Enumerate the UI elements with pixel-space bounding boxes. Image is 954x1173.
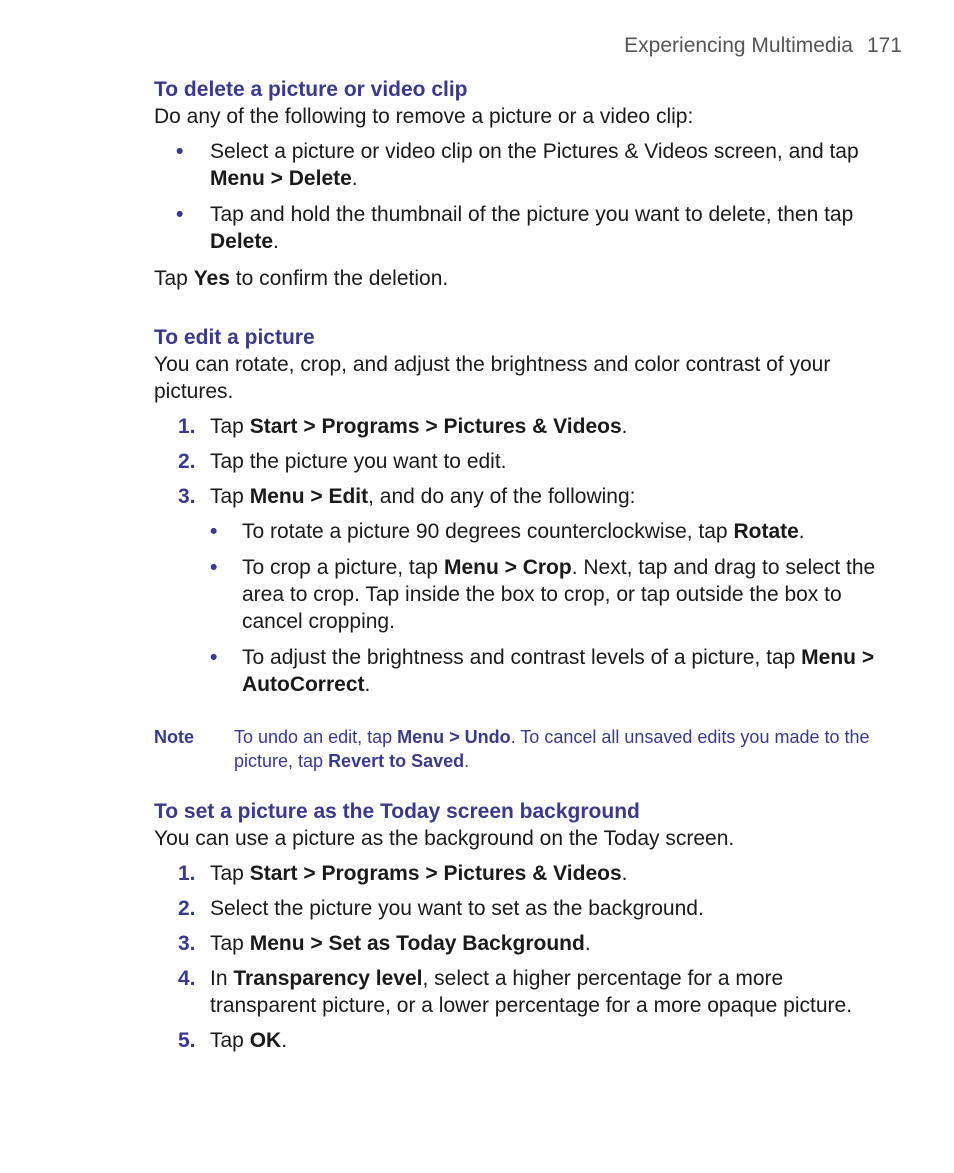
bullet-icon: • [210,556,218,579]
bullet-icon: • [176,140,184,163]
list-item: 2. Tap the picture you want to edit. [178,450,507,473]
sub-list [210,518,884,698]
bullet-list [154,138,884,255]
list-item: • To crop a picture, tap Menu > Crop. Next, tap and drag to select the area to crop. Tap inside the box to crop, or tap outside the box to cancel cropping. [210,556,876,633]
list-item: • To adjust the brightness and contrast levels of a picture, tap Menu > AutoCorrect. [210,646,875,696]
section-intro: You can use a picture as the background on the Today screen. [154,827,735,850]
list-item: 1. Tap Start > Programs > Pictures & Videos. [178,862,628,885]
page-header [624,34,902,58]
list-item: 1. Tap Start > Programs > Pictures & Videos. [178,415,628,438]
page-number: 171 [866,34,902,57]
section-edit [154,324,884,707]
chapter-title: Experiencing Multimedia [624,34,853,57]
list-item: • Select a picture or video clip on the Pictures & Videos screen, and tap Menu > Delete. [176,140,859,190]
section-heading: To edit a picture [154,326,315,349]
note: Note To undo an edit, tap Menu > Undo. To cancel all unsaved edits you made to the picture, tap Revert to Saved. [154,727,870,771]
list-item: 3. Tap Menu > Edit, and do any of the following: • To rotate a picture 90 degrees counterclockwise, tap Rotate. • To crop a picture, tap Menu > Crop. Next, tap and drag to select the area to crop. Tap inside the box to crop, or tap outside the box to cancel cropping. • To adjust the brightness and contrast levels of a picture, tap Menu > AutoCorrect. [154,483,884,698]
steps-list [154,413,884,698]
bullet-icon: • [210,520,218,543]
bullet-icon: • [176,203,184,226]
bullet-icon: • [210,646,218,669]
section-intro: You can rotate, crop, and adjust the brightness and color contrast of your pictures. [154,353,831,403]
note-box [154,725,884,773]
list-item: • Tap and hold the thumbnail of the picture you want to delete, then tap Delete. [176,203,854,253]
list-item: 2. Select the picture you want to set as the background. [178,897,704,920]
section-intro: Do any of the following to remove a picture or a video clip: [154,105,694,128]
list-item: 4. In Transparency level, select a higher percentage for a more transparent picture, or a lower percentage for a more opaque picture. [178,967,853,1017]
section-background [154,798,884,1062]
section-heading: To set a picture as the Today screen background [154,800,640,823]
steps-list [154,860,884,1054]
list-item: • To rotate a picture 90 degrees counterclockwise, tap Rotate. [210,520,805,543]
note-label: Note [154,727,194,747]
confirm-text: Tap Yes to confirm the deletion. [154,267,449,290]
section-heading: To delete a picture or video clip [154,78,468,101]
section-delete [154,76,884,292]
list-item: 5. Tap OK. [178,1029,288,1052]
list-item: 3. Tap Menu > Set as Today Background. [178,932,591,955]
